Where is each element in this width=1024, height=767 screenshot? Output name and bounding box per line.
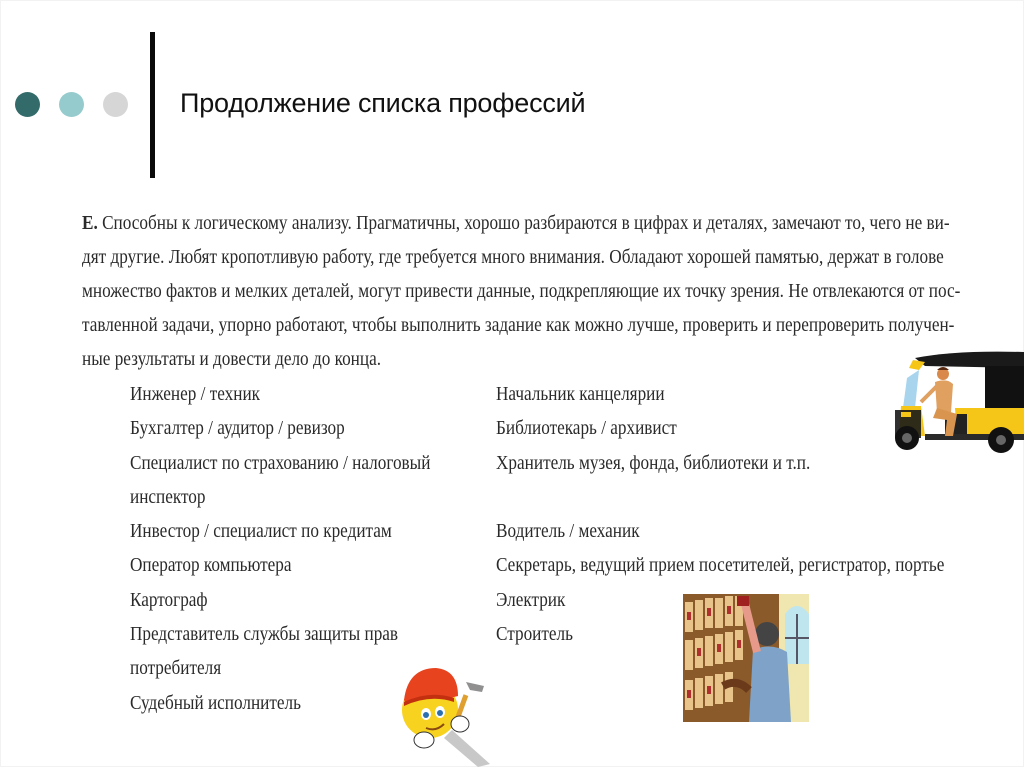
description-line-1 xyxy=(82,206,964,240)
description-line-4: тавленной задачи, упорно работают, чтобы выполнить задание как можно лучше, проверить и перепроверить получен- xyxy=(82,314,955,336)
profession-item: Инженер / техник xyxy=(130,383,261,405)
description-text: Способны к логическому анализу. Прагматичны, хорошо разбираются в цифрах и деталях, замечают то, чего не ви- xyxy=(97,212,950,234)
builder-smiley-illustration xyxy=(392,660,498,767)
decor-dot-light-teal xyxy=(59,92,84,117)
professions-left-column xyxy=(130,377,430,720)
profession-item: Инвестор / специалист по кредитам xyxy=(130,520,392,543)
description-line-5: ные результаты и довести дело до конца. xyxy=(82,348,382,370)
profession-item: Бухгалтер / аудитор / ревизор xyxy=(130,417,345,440)
profession-item: Картограф xyxy=(130,588,208,611)
description-line-2: дят другие. Любят кропотливую работу, где требуется много внимания. Обладают хорошей памятью, держат в голове xyxy=(82,246,944,268)
title-divider-line xyxy=(150,32,155,178)
category-letter: Е. xyxy=(82,212,98,234)
profession-item: потребителя xyxy=(130,657,222,680)
profession-item: Секретарь, ведущий прием посетителей, регистратор, портье xyxy=(496,554,945,577)
slide-title: Продолжение списка профессий xyxy=(180,88,586,118)
profession-item: Оператор компьютера xyxy=(130,554,292,577)
profession-item: инспектор xyxy=(130,485,206,508)
description-paragraph xyxy=(82,206,964,376)
profession-item: Библиотекарь / архивист xyxy=(496,417,677,440)
decor-dot-dark-teal xyxy=(15,92,40,117)
decor-dot-gray xyxy=(103,92,128,117)
profession-item: Судебный исполнитель xyxy=(130,691,301,714)
list-spacer xyxy=(496,480,944,514)
profession-item: Строитель xyxy=(496,623,573,646)
profession-item: Представитель службы защиты прав xyxy=(130,623,399,646)
profession-item: Специалист по страхованию / налоговый xyxy=(130,451,431,474)
profession-item: Водитель / механик xyxy=(496,520,640,543)
profession-item: Хранитель музея, фонда, библиотеки и т.п. xyxy=(496,451,811,474)
rickshaw-driver-illustration xyxy=(885,348,1024,458)
profession-item: Начальник канцелярии xyxy=(496,383,665,405)
profession-item: Электрик xyxy=(496,588,566,611)
description-line-3: множество фактов и мелких деталей, могут привести данные, подкрепляющие их точку зрения. Не отвлекаются от пос- xyxy=(82,280,961,302)
librarian-illustration xyxy=(683,594,809,722)
